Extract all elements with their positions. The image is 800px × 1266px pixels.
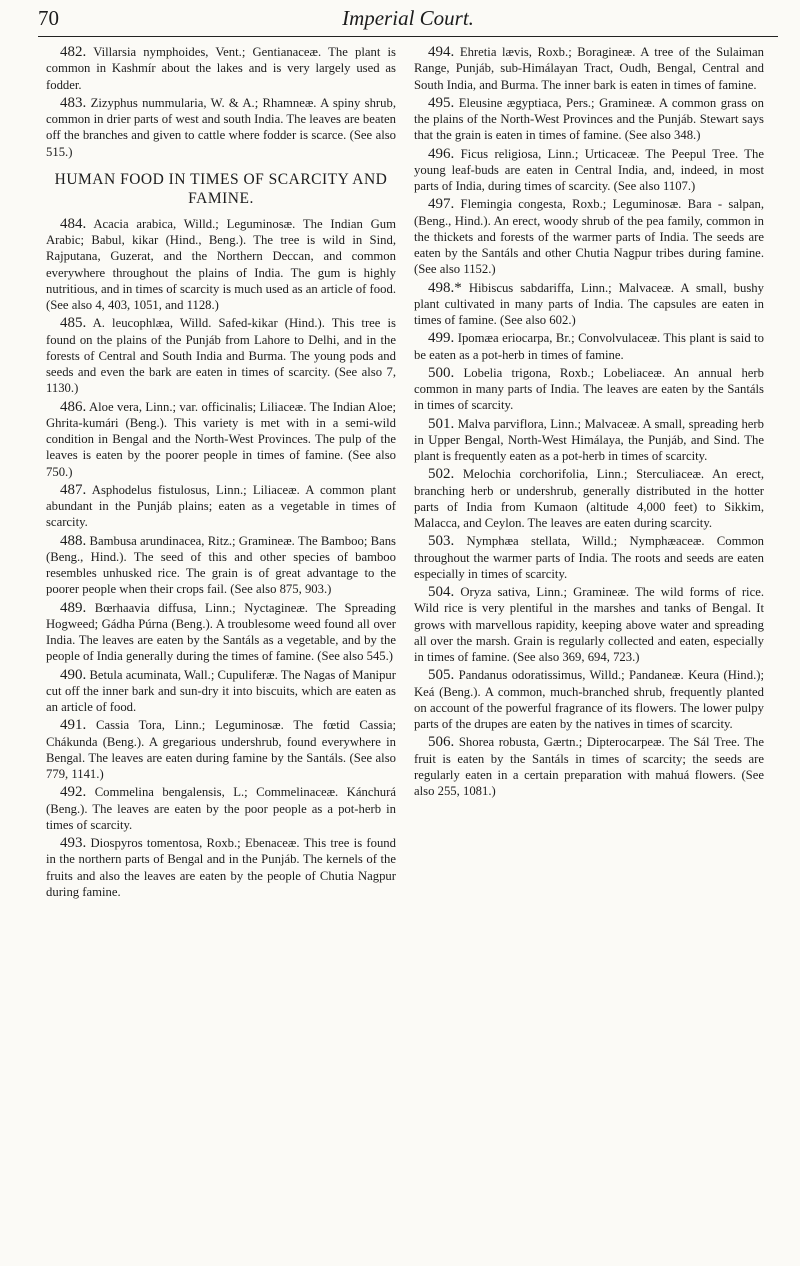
entry-text: Bœrhaavia diffusa, Linn.; Nyctagineæ. The Spreading Hogweed; Gádha Púrna (Beng.). A troublesome weed found all over India. The leaves are eaten by the Santáls as a vegetable, and by the people of India generally during the times of famine. (See also 545.) [46,600,396,664]
entry-number: 488. [60,532,87,549]
left-column [46,44,396,902]
entry-text: Ficus religiosa, Linn.; Urticaceæ. The Peepul Tree. The young leaf-buds are eaten in Central India, and, indeed, in most parts of India, during times of scarcity. (See also 1107.) [414,146,764,193]
entry [46,835,396,900]
entry-number: 501. [428,415,455,432]
entry [46,784,396,833]
entry-text: Acacia arabica, Willd.; Leguminosæ. The Indian Gum Arabic; Babul, kikar (Hind., Beng.). The tree is wild in Sind, Rajputana, Guzerat, and the Northern Deccan, and common everywhere throughout the plains of India. The gum is highly nutritious, and in times of scarcity is much used as an article of food. (See also 4, 403, 1051, and 1128.) [46,216,396,312]
right-entries [414,44,764,799]
entry-text: Nymphæa stellata, Willd.; Nymphæaceæ. Common throughout the warmer parts of India. The roots and seeds are eaten especially in times of scarcity. [414,534,765,581]
entry-number: 499. [428,330,455,347]
entry-number: 505. [428,667,455,684]
entry-text: Melochia corchorifolia, Linn.; Sterculiaceæ. An erect, branching herb or undershrub, generally distributed in the hotter parts of India from Kumaon (altitude 4,000 feet) to Sikkim, Malacca, and Ceylon. The leaves are eaten during scarcity. [414,467,764,530]
entry [414,416,764,465]
entry [414,365,764,414]
entry [46,44,396,93]
entry-number: 491. [60,717,87,734]
entry-number: 489. [60,599,87,616]
entry [414,280,764,329]
entry-text: Ehretia lævis, Roxb.; Boragineæ. A tree of the Sulaiman Range, Punjáb, sub-Himálayan Tract, Oudh, Bengal, Central and South India, and Burma. The inner bark is eaten in times of famine. [414,45,764,92]
entry-text: Flemingia congesta, Roxb.; Leguminosæ. Bara - salpan, (Beng., Hind.). An erect, woody shrub of the pea family, common in the thickets and forests of the warmer parts of India. The seeds are eaten by the Santáls and other Chutia Nagpur tribes during famine. (See also 1152.) [414,197,764,277]
page-number: 70 [38,6,59,30]
entry-number: 482. [60,44,87,60]
entry-number: 487. [60,481,87,498]
page-header [38,4,778,37]
entry-number: 494. [428,44,455,60]
entry [414,330,764,363]
entry [46,399,396,480]
entry-text: Pandanus odoratissimus, Willd.; Pandaneæ. Keura (Hind.); Keá (Beng.). A common, much-branched shrub, frequently planted on account of the powerful fragrance of its flowers. The lower pulpy parts of the drupes are eaten by the natives in times of scarcity. [414,668,765,731]
left-entries-top [46,44,396,160]
left-entries-bottom [46,216,396,900]
entry [414,44,764,93]
entry-number: 484. [60,215,87,232]
entry [414,667,764,732]
entry-text: Shorea robusta, Gærtn.; Dipterocarpeæ. The Sál Tree. The fruit is eaten by the Santáls in times of scarcity; the seeds are regularly eaten in a certain preparation with mahuá flowers. (See also 255, 1081.) [414,735,765,798]
entry-text: Zizyphus nummularia, W. & A.; Rhamneæ. A spiny shrub, common in drier parts of west and south India. The leaves are beaten off the branches and given to cattle where fodder is scarce. (See also 515.) [46,95,397,159]
entry-text: Diospyros tomentosa, Roxb.; Ebenaceæ. This tree is found in the northern parts of Bengal and in the Punjáb. The kernels of the fruits and also the leaves are eaten by the people of Chutia Nagpur during famine. [46,836,396,899]
entry-number: 497. [428,196,455,213]
entry-number: 495. [428,94,455,111]
entry [46,600,396,665]
entry [46,482,396,531]
entry-number: 498.* [428,279,462,296]
entry [414,734,764,799]
entry-number: 503. [428,533,455,550]
entry [46,667,396,716]
entry-number: 483. [60,94,87,111]
entry [414,95,764,144]
entry-number: 496. [428,145,455,162]
entry [414,466,764,531]
entry-number: 486. [60,398,87,415]
entry-text: Aloe vera, Linn.; var. officinalis; Liliaceæ. The Indian Aloe; Ghrita-kumári (Beng.). This variety is met with in a semi-wild condition in Bengal and the North-West Provinces. The pulp of the leaves is eaten by the poorer people in times of famine. (See also 750.) [46,399,396,479]
section-heading: HUMAN FOOD IN TIMES OF SCARCITY AND FAMINE. [54,170,388,207]
entry-number: 490. [60,666,87,683]
entry [46,717,396,782]
entry-text: Eleusine ægyptiaca, Pers.; Gramineæ. A common grass on the plains of the North-West Provinces and the Punjáb. Stewart says that the grain is eaten in times of famine. (See also 348.) [414,95,764,143]
entry-number: 506. [428,734,455,751]
entry [46,315,396,396]
entry-text: Villarsia nymphoides, Vent.; Gentianaceæ. The plant is common in Kashmír about the lakes and is very largely used as fodder. [46,45,396,92]
entry-number: 504. [428,584,455,600]
entry-number: 502. [428,466,455,483]
entry [414,146,764,195]
entry-text: A. leucophlæa, Willd. Safed-kikar (Hind.). This tree is found on the plains of the Punjáb from Lahore to Delhi, and in the forests of Central and South India and Burma. The young pods and seeds and even the bark are eaten in times of scarcity. (See also 7, 1130.) [46,316,396,396]
entry-text: Ipomæa eriocarpa, Br.; Convolvulaceæ. This plant is said to be eaten as a pot-herb in times of famine. [414,331,764,362]
entry [46,95,396,160]
entry-text: Lobelia trigona, Roxb.; Lobeliaceæ. An annual herb common in many parts of India. The leaves are eaten by the Santáls in times of scarcity. [414,365,765,413]
right-column [414,44,764,801]
entry-number: 485. [60,315,87,332]
entry-text: Oryza sativa, Linn.; Gramineæ. The wild forms of rice. Wild rice is very plentiful in the marshes and tanks of Bengal. It grows with marvellous rapidity, keeping above water and spreading all over the marsh. Grain is regularly collected and eaten, especially in times of famine. (See also 369, 694, 723.) [414,585,764,664]
entry-text: Cassia Tora, Linn.; Leguminosæ. The fœtid Cassia; Chákunda (Beng.). A gregarious undershrub, found everywhere in Bengal. The leaves are eaten during famine by the Santáls. (See also 779, 1141.) [46,718,396,781]
entry-number: 493. [60,835,87,851]
entry-text: Asphodelus fistulosus, Linn.; Liliaceæ. A common plant abundant in the Punjáb plains; eaten as a vegetable in times of scarcity. [46,482,396,530]
entry-number: 492. [60,784,87,801]
entry [46,216,396,314]
running-title: Imperial Court. [342,6,474,30]
entry [414,584,764,665]
entry-number: 500. [428,364,455,381]
entry-text: Bambusa arundinacea, Ritz.; Gramineæ. The Bamboo; Bans (Beng., Hind.). The seed of this and other species of bamboo resembles unhusked rice. The grain is of great advantage to the poorer people when their crops fail. (See also 875, 903.) [46,533,396,597]
entry-text: Commelina bengalensis, L.; Commelinaceæ. Kánchurá (Beng.). The leaves are eaten by the poor people as a pot-herb in times of scarcity. [46,785,396,832]
entry-text: Hibiscus sabdariffa, Linn.; Malvaceæ. A small, bushy plant cultivated in many parts of India. The capsules are eaten in times of famine. (See also 602.) [414,280,764,327]
entry [46,533,396,598]
entry [414,533,764,582]
entry-text: Malva parviflora, Linn.; Malvaceæ. A small, spreading herb in Upper Bengal, North-West Himálaya, the Punjáb, and Sind. The plant is frequently eaten as a pot-herb in times of scarcity. [414,416,764,463]
entry-text: Betula acuminata, Wall.; Cupuliferæ. The Nagas of Manipur cut off the inner bark and sun-dry it into biscuits, which are eaten as an article of food. [46,667,396,714]
entry [414,196,764,277]
